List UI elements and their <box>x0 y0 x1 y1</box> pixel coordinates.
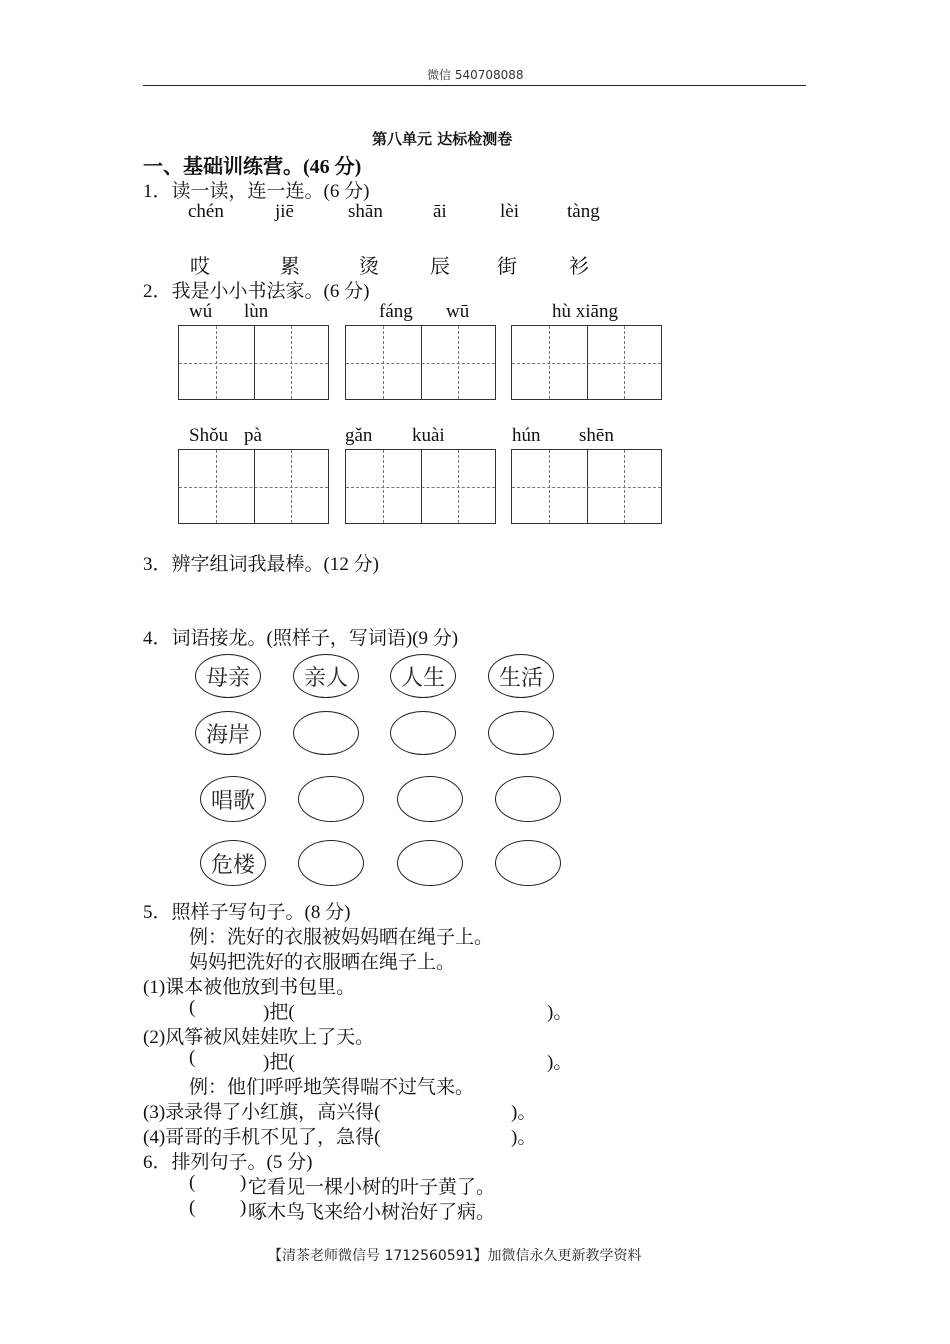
q1-pinyin-3: shān <box>348 201 383 222</box>
q6-bracket-open: ( <box>189 1197 196 1218</box>
chain-oval-muqin: 母亲 <box>195 654 261 698</box>
q5-example-1b: 妈妈把洗好的衣服晒在绳子上。 <box>189 952 456 973</box>
header-wechat: 微信 540708088 <box>427 68 524 82</box>
q1-char-4: 辰 <box>430 256 450 278</box>
q2-py-wu: wú <box>189 301 213 322</box>
chain-oval-changge: 唱歌 <box>200 776 266 822</box>
q1-char-5: 街 <box>497 256 517 278</box>
q2-py-lun: lùn <box>244 301 269 322</box>
q5-blank-end: )。 <box>511 1102 537 1123</box>
q1-pinyin-6: tàng <box>567 201 600 222</box>
q1-char-1: 哎 <box>190 256 210 278</box>
q5-example-1a: 例：洗好的衣服被妈妈晒在绳子上。 <box>189 927 494 948</box>
writing-grid-3[interactable] <box>511 325 662 400</box>
q2-py-fang: fáng <box>379 301 413 322</box>
chain-oval-haian: 海岸 <box>195 711 261 755</box>
q1-pinyin-1: chén <box>188 201 224 222</box>
chain-answer-oval[interactable] <box>495 776 561 822</box>
q2-py-wu2: wū <box>446 301 470 322</box>
q2-label: 2．我是小小书法家。(6 分) <box>143 281 370 302</box>
q5-sentence-2: (2)风筝被风娃娃吹上了天。 <box>143 1027 375 1048</box>
q5-blank-open: ( <box>189 997 196 1018</box>
q1-pinyin-2: jiē <box>275 201 294 222</box>
chain-answer-oval[interactable] <box>488 711 554 755</box>
header-divider <box>143 85 806 86</box>
q5-blank-end: )。 <box>547 1052 573 1073</box>
chain-oval-qinren: 亲人 <box>293 654 359 698</box>
chain-answer-oval[interactable] <box>397 840 463 886</box>
q6-bracket-close: ) <box>240 1172 247 1193</box>
q5-blank-end: )。 <box>547 1002 573 1023</box>
q2-py-huxiang: hù xiāng <box>552 301 618 322</box>
q6-bracket-close: ) <box>240 1197 247 1218</box>
q1-char-3: 烫 <box>359 256 379 278</box>
q5-blank-ba: )把( <box>263 1002 295 1023</box>
chain-oval-weilou: 危楼 <box>200 840 266 886</box>
writing-grid-1[interactable] <box>178 325 329 400</box>
q2-py-gan: gǎn <box>345 425 373 446</box>
footer-note: 【清茶老师微信号 1712560591】加微信永久更新教学资料 <box>268 1248 642 1264</box>
q6-bracket-open: ( <box>189 1172 196 1193</box>
q2-py-shen: shēn <box>579 425 614 446</box>
q2-py-kuai: kuài <box>412 425 445 446</box>
section-1-heading: 一、基础训练营。(46 分) <box>143 156 362 178</box>
q6-sentence-1: 它看见一棵小树的叶子黄了。 <box>248 1177 496 1198</box>
q1-label: 1．读一读，连一连。(6 分) <box>143 181 370 202</box>
writing-grid-6[interactable] <box>511 449 662 524</box>
q5-label: 5．照样子写句子。(8 分) <box>143 902 351 923</box>
chain-oval-shenghuo: 生活 <box>488 654 554 698</box>
chain-answer-oval[interactable] <box>495 840 561 886</box>
page-title: 第八单元 达标检测卷 <box>372 130 513 148</box>
q5-sentence-1: (1)课本被他放到书包里。 <box>143 977 356 998</box>
q3-label: 3．辨字组词我最棒。(12 分) <box>143 554 379 575</box>
writing-grid-2[interactable] <box>345 325 496 400</box>
q5-sentence-4: (4)哥哥的手机不见了，急得( <box>143 1127 381 1148</box>
q1-char-6: 衫 <box>569 256 589 278</box>
writing-grid-5[interactable] <box>345 449 496 524</box>
q5-blank-ba: )把( <box>263 1052 295 1073</box>
q1-char-2: 累 <box>280 256 300 278</box>
q6-sentence-2: 啄木鸟飞来给小树治好了病。 <box>248 1202 496 1223</box>
chain-answer-oval[interactable] <box>390 711 456 755</box>
q2-py-pa: pà <box>244 425 262 446</box>
q5-blank-end: )。 <box>511 1127 537 1148</box>
q2-py-hun: hún <box>512 425 541 446</box>
q2-py-shou: Shǒu <box>189 425 229 446</box>
q5-blank-open: ( <box>189 1047 196 1068</box>
chain-oval-rensheng: 人生 <box>390 654 456 698</box>
writing-grid-4[interactable] <box>178 449 329 524</box>
q5-sentence-3: (3)录录得了小红旗，高兴得( <box>143 1102 381 1123</box>
chain-answer-oval[interactable] <box>298 840 364 886</box>
chain-answer-oval[interactable] <box>293 711 359 755</box>
q1-pinyin-4: āi <box>433 201 447 222</box>
q5-example-2: 例：他们呼呼地笑得喘不过气来。 <box>189 1077 475 1098</box>
q1-pinyin-5: lèi <box>500 201 519 222</box>
chain-answer-oval[interactable] <box>298 776 364 822</box>
q6-label: 6．排列句子。(5 分) <box>143 1152 313 1173</box>
q4-label: 4．词语接龙。(照样子，写词语)(9 分) <box>143 628 459 649</box>
chain-answer-oval[interactable] <box>397 776 463 822</box>
